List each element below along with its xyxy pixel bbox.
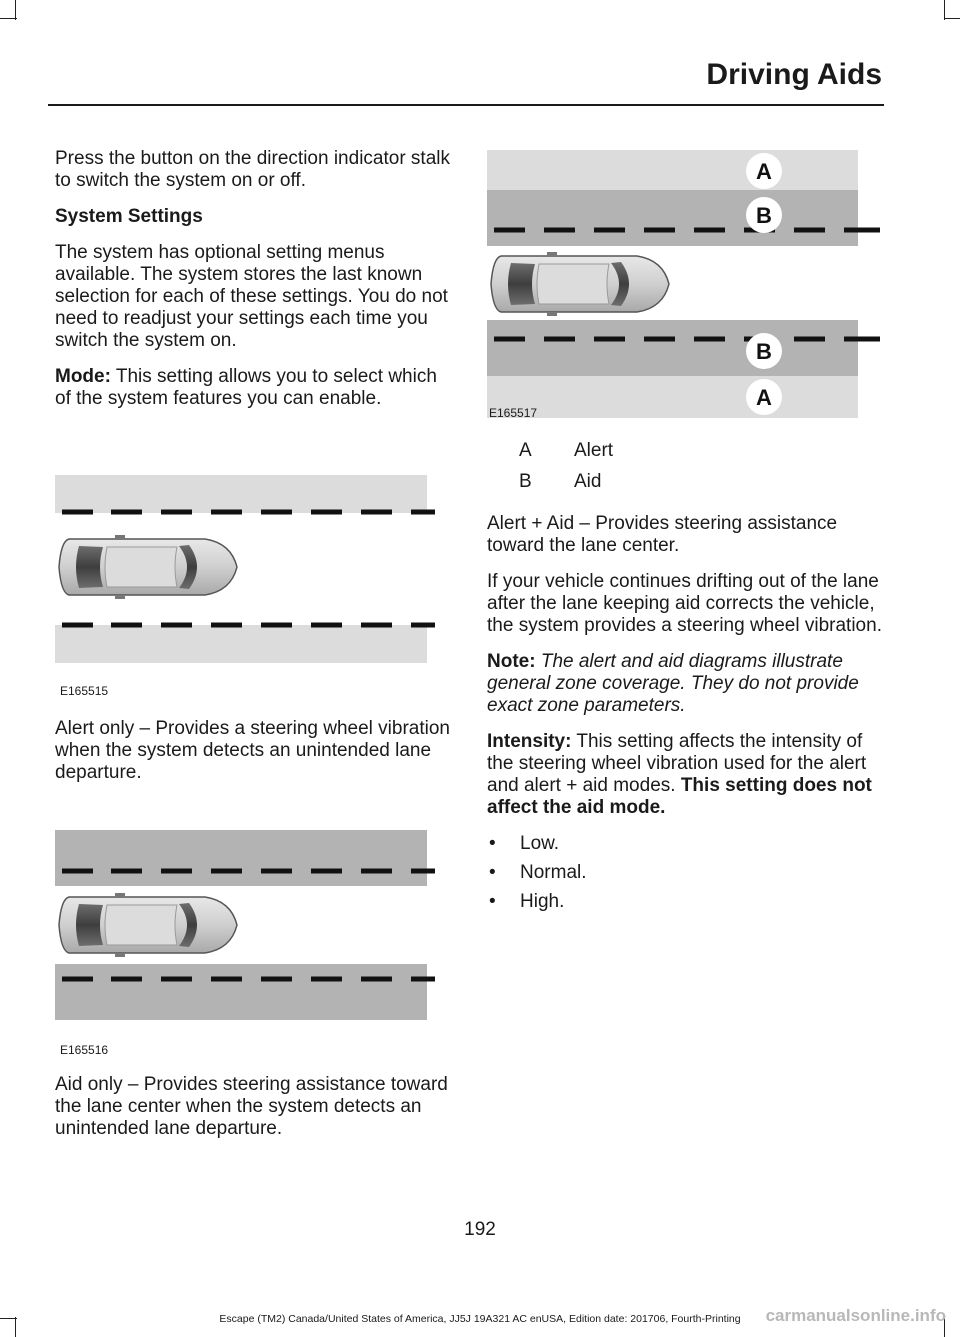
note-paragraph	[487, 651, 882, 717]
car-top-view-icon	[59, 893, 237, 957]
intensity-bold-text: This setting does not affect the aid mode.	[487, 775, 872, 818]
alert-aid-paragraph: Alert + Aid – Provides steering assistance toward the lane center.	[487, 513, 838, 556]
system-settings-paragraph: The system has optional setting menus available. The system stores the last known selection for each of these settings. You do not need to readjust your settings each time you switch the system on.	[55, 242, 448, 351]
right-column	[487, 513, 882, 920]
crop-mark	[0, 18, 17, 19]
legend-value: Alert	[574, 440, 614, 461]
header-rule	[48, 104, 884, 106]
system-settings-heading: System Settings	[55, 206, 203, 227]
crop-mark	[944, 18, 960, 19]
intro-paragraph: Press the button on the direction indicator stalk to switch the system on or off.	[55, 148, 451, 191]
alert-only-paragraph: Alert only – Provides a steering wheel vibration when the system detects an unintended lane departure.	[55, 718, 450, 783]
legend-value: Aid	[574, 471, 602, 492]
left-column	[55, 148, 450, 424]
page-number: 192	[464, 1219, 496, 1240]
legend-key: B	[519, 471, 532, 492]
list-item: • Normal.	[487, 862, 882, 884]
figure-id-e165517: E165517	[489, 406, 538, 420]
list-item: • Low.	[487, 833, 882, 855]
aid-only-paragraph: Aid only – Provides steering assistance toward the lane center when the system detects an unintended lane departure.	[55, 1074, 448, 1139]
callout-a-bottom	[746, 379, 782, 415]
svg-text:A: A	[756, 385, 772, 410]
figure-aid-only	[55, 830, 435, 1022]
intensity-paragraph	[487, 731, 882, 819]
intensity-text: This setting affects the intensity of the steering wheel vibration used for the alert and alert + aid modes.	[487, 731, 867, 796]
note-text: The alert and aid diagrams illustrate general zone coverage. They do not provide exact zone parameters.	[487, 651, 859, 716]
page-title: Driving Aids	[706, 58, 882, 91]
callout-b-bottom	[746, 333, 782, 369]
watermark: carmanualsonline.info	[765, 1306, 946, 1325]
footer-text: Escape (TM2) Canada/United States of America, JJ5J 19A321 AC enUSA, Edition date: 201706, Fourth-Printing	[219, 1313, 741, 1325]
callout-a-top	[746, 153, 782, 189]
intensity-label: Intensity:	[487, 731, 572, 752]
note-label: Note:	[487, 651, 536, 672]
list-item: • High.	[487, 891, 882, 913]
svg-text:B: B	[756, 339, 772, 364]
car-top-view-icon	[59, 535, 237, 599]
callout-b-top	[746, 197, 782, 233]
figure-alert-only	[55, 475, 435, 665]
svg-text:B: B	[756, 203, 772, 228]
mode-text: This setting allows you to select which of the system features you can enable.	[55, 366, 437, 409]
mode-paragraph	[55, 366, 450, 410]
legend-key: A	[519, 440, 532, 461]
crop-mark	[944, 0, 945, 20]
car-top-view-icon	[491, 252, 669, 316]
figure-id-e165516: E165516	[60, 1043, 109, 1057]
drift-paragraph: If your vehicle continues drifting out of the lane after the lane keeping aid corrects the vehicle, the system provides a steering wheel vibration.	[487, 571, 882, 636]
svg-text:A: A	[756, 159, 772, 184]
intensity-options	[487, 833, 882, 913]
crop-mark	[15, 0, 16, 20]
figure-alert-and-aid	[487, 150, 882, 420]
figure-id-e165515: E165515	[60, 684, 109, 698]
mode-label: Mode:	[55, 366, 111, 387]
